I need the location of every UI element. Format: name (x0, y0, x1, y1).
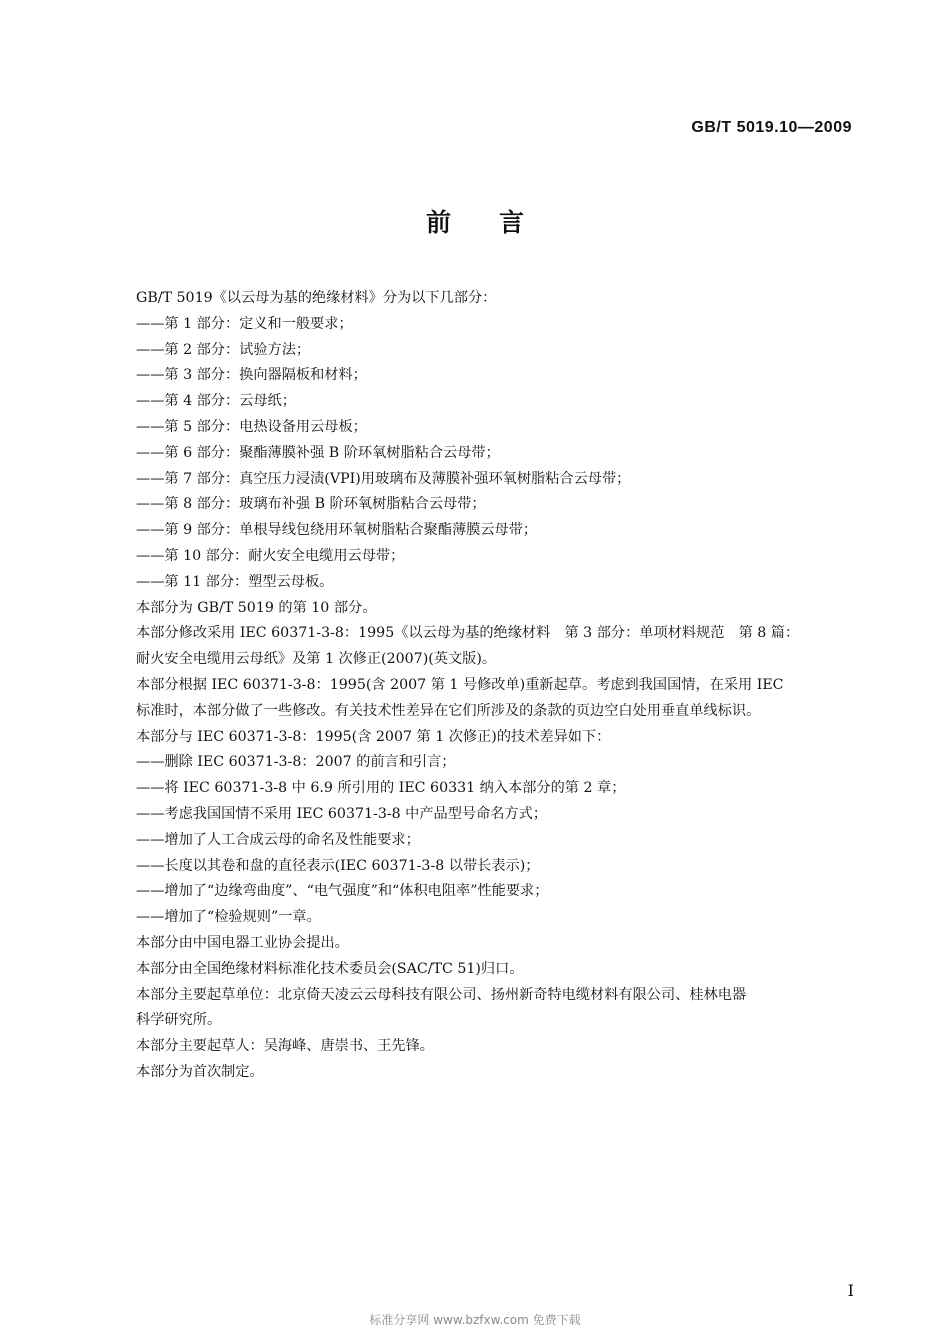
proposer-statement: 本部分由中国电器工业协会提出。 (136, 934, 349, 951)
list-item-part-9: ——第 9 部分：单根导线包绕用环氧树脂粘合聚酯薄膜云母带； (136, 522, 538, 539)
differences-intro: 本部分与 IEC 60371-3-8：1995(含 2007 第 1 次修正)的技术差异如下： (136, 728, 611, 745)
difference-item: ——将 IEC 60371-3-8 中 6.9 所引用的 IEC 60331 纳入本部分的第 2 章； (136, 780, 626, 797)
list-item-part-8: ——第 8 部分：玻璃布补强 B 阶环氧树脂粘合云母带； (136, 496, 486, 513)
part-statement: 本部分为 GB/T 5019 的第 10 部分。 (136, 599, 377, 616)
list-item-part-1: ——第 1 部分：定义和一般要求； (136, 315, 353, 332)
list-item-part-5: ——第 5 部分：电热设备用云母板； (136, 418, 367, 435)
difference-item: ——长度以其卷和盘的直径表示(IEC 60371-3-8 以带长表示)； (136, 857, 540, 874)
drafting-units-line-2: 科学研究所。 (136, 1012, 222, 1029)
list-item-part-7: ——第 7 部分：真空压力浸渍(VPI)用玻璃布及薄膜补强环氧树脂粘合云母带； (136, 470, 631, 487)
page-number: I (847, 1281, 854, 1300)
drafters-statement: 本部分主要起草人：吴海峰、唐崇书、王先锋。 (136, 1038, 434, 1055)
intro-paragraph: GB/T 5019《以云母为基的绝缘材料》分为以下几部分： (136, 290, 497, 306)
foreword-body (136, 286, 871, 1086)
difference-item: ——删除 IEC 60371-3-8：2007 的前言和引言； (136, 754, 456, 771)
list-item-part-4: ——第 4 部分：云母纸； (136, 393, 296, 410)
difference-item: ——增加了人工合成云母的命名及性能要求； (136, 831, 420, 848)
drafting-units-line-1: 本部分主要起草单位：北京倚天凌云云母科技有限公司、扬州新奇特电缆材料有限公司、桂林电器 (136, 986, 747, 1003)
difference-item: ——考虑我国国情不采用 IEC 60371-3-8 中产品型号命名方式； (136, 805, 548, 822)
first-edition-statement: 本部分为首次制定。 (136, 1063, 264, 1080)
list-item-part-2: ——第 2 部分：试验方法； (136, 341, 311, 358)
adoption-line-1: 本部分修改采用 IEC 60371-3-8：1995《以云母为基的绝缘材料 第 3 部分：单项材料规范 第 8 篇： (136, 625, 800, 642)
adoption-line-2: 耐火安全电缆用云母纸》及第 1 次修正(2007)(英文版)。 (136, 651, 497, 668)
difference-item: ——增加了“检验规则”一章。 (136, 909, 321, 926)
difference-item: ——增加了“边缘弯曲度”、“电气强度”和“体积电阻率”性能要求； (136, 883, 549, 900)
centralized-statement: 本部分由全国绝缘材料标准化技术委员会(SAC/TC 51)归口。 (136, 960, 524, 977)
list-item-part-11: ——第 11 部分：塑型云母板。 (136, 573, 334, 590)
list-item-part-6: ——第 6 部分：聚酯薄膜补强 B 阶环氧树脂粘合云母带； (136, 444, 500, 461)
redraft-line-2: 标准时，本部分做了一些修改。有关技术性差异在它们所涉及的条款的页边空白处用垂直单线标识。 (136, 702, 761, 719)
redraft-line-1: 本部分根据 IEC 60371-3-8：1995(含 2007 第 1 号修改单)重新起草。考虑到我国国情，在采用 IEC (136, 676, 784, 693)
list-item-part-10: ——第 10 部分：耐火安全电缆用云母带； (136, 547, 405, 564)
list-item-part-3: ——第 3 部分：换向器隔板和材料； (136, 367, 367, 384)
watermark-text: 标准分享网 www.bzfxw.com 免费下载 (369, 1313, 581, 1327)
standard-code: GB/T 5019.10—2009 (691, 119, 852, 136)
page-title: 前言 (425, 208, 572, 237)
